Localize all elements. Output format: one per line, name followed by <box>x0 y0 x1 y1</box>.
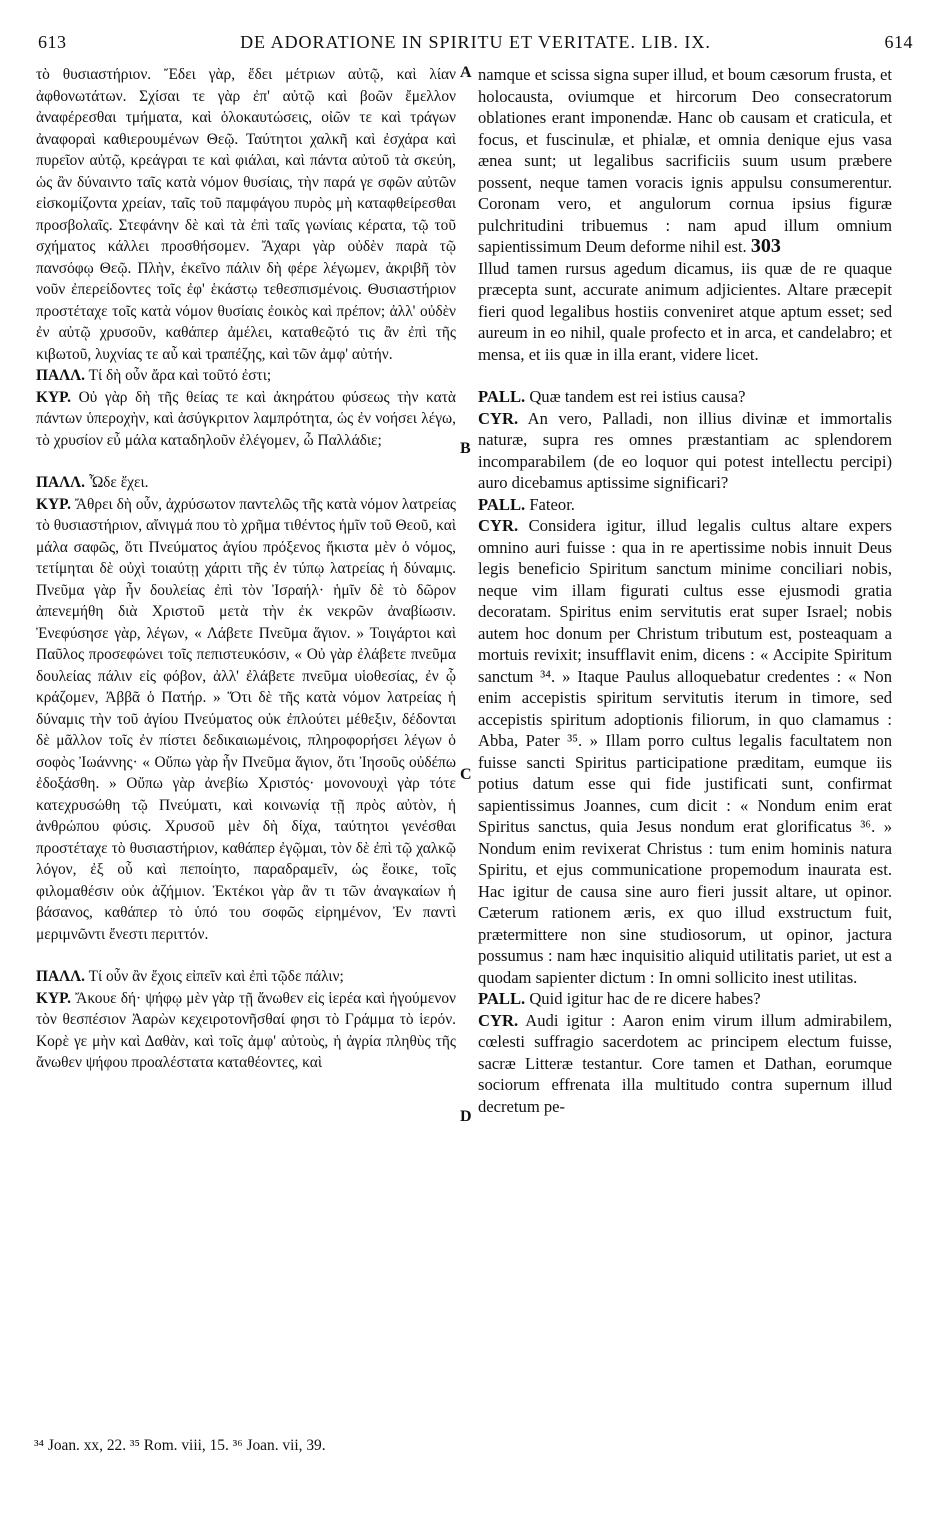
speaker-label: PALL. <box>478 494 526 514</box>
paragraph-text: Audi igitur : Aaron enim virum illum admirabilem, cœlesti suffragio sacerdotem ac principem electum fuisse, sacræ Litteræ testantur. Core tamen et Dathan, eorumque sociorum effrenata illa multitudo contra supernum illud decretum pe- <box>478 1010 893 1116</box>
paragraph-text: Illud tamen rursus agedum dicamus, iis quæ de re quaque præcepta sunt, accurate animum adjicientes. Altare præcepit fieri quod legalibus hostiis conveniret atque aptum esset; sed aureum in eo nihil, quale profecto et in arca, et candelabro; et mensa, et iis quæ in illa erant, videre licet. <box>478 258 892 364</box>
greek-paragraph <box>36 365 456 387</box>
paragraph-text: Τί δὴ οὖν ἄρα καὶ τοῦτό ἐστι; <box>88 367 272 384</box>
paragraph-text: Ἄκουε δή· ψήφῳ μὲν γὰρ τῇ ἄνωθεν εἰς ἱερέα καὶ ἡγούμενον τὸν θεσπέσιον Ἀαρὼν κεχειροτονῆσθαί φησι τὸ Γράμμα τὸ ἱερόν. Κορὲ γε μὴν καὶ Δαθὰν, καὶ τοῖς ἀμφ' αὐτοὺς, ἡ ἀγρία πληθὺς τῆς ἄνωθεν ψήφου προαλέστατα καταθέοντες, καὶ <box>36 989 456 1071</box>
latin-paragraph <box>478 515 892 988</box>
speaker-label: CYR. <box>478 408 519 428</box>
greek-paragraph <box>36 966 456 988</box>
paragraph-text: τὸ θυσιαστήριον. Ἔδει γὰρ, ἔδει μέτριων αὐτῷ, καὶ λίαν ἀφθονωτάτων. Σχίσαι τε γὰρ ἐπ' αὐτῷ καὶ βοῶν ἔμελλον ἀναφέρεσθαι τμήματα, καὶ ὁλοκαυτώσεις, οἰῶν τε καὶ τράγων ἀναφοραὶ καθιερουμένων Θεῷ. Ταύτητοι χαλκῆ καὶ ἐσχάρα καὶ πυρεῖον αὐτῷ, κρεάγραι τε καὶ φιάλαι, καὶ πάντα αὐτοῦ τὰ σκεύη, ὡς ἂν δύναιντο ταῖς κατὰ νόμον θυσίαις, τὴν παρά γε σφῶν αὐτῶν εἰσκομίζοντα χρείαν, ταῖς τοῦ παμφάγου πυρὸς μὴ καταφθείρεσθαι προσβολαῖς. Στεφάνην δὲ καὶ τὰ ἐπὶ ταῖς γωνίαις κέρατα, τῷ τοῦ σχήματος κάλλει προσθήσομεν. Ἄχαρι γὰρ οὐδὲν παρὰ τῷ πανσόφῳ Θεῷ. Πλὴν, ἐκεῖνο πάλιν δὴ φέρε λέγωμεν, ἀκριβῆ τὸν νοῦν ἐπερείδοντες τοῖς ἐφ' ἑκάστῳ τεθεσπισμένοις. Θυσιαστήριον προστέταχε τοῖς κατὰ νόμον θυσίαις ἐοικὸς καὶ πρέπον; ἀλλ' οὐδὲν ἐν αὐτῷ χρυσοῦν, καθάπερ ἀμέλει, καταθεῷτό τις ἂν ἐπὶ τῆς κιβωτοῦ, λυχνίας τε αὖ καὶ τραπέζης, καὶ τῶν ἀμφ' αὐτήν. <box>36 66 456 363</box>
speaker-label: ΠΑΛΛ. <box>36 474 85 491</box>
speaker-label: PALL. <box>478 989 526 1008</box>
margin-letter-b: B <box>460 440 471 457</box>
speaker-label: CYR. <box>478 516 519 535</box>
speaker-label: ΠΑΛΛ. <box>36 367 85 384</box>
paragraph-text: An vero, Palladi, non illius divinæ et immortalis naturæ, supra res omnes præstantiam ac splendorem incomparabilem (de eo loquor qui potest intellectu percipi) auro dicebamus aptissime significari? <box>478 408 892 492</box>
speaker-label: ΚΥΡ. <box>36 989 71 1007</box>
paragraph-text: Considera igitur, illud legalis cultus altare expers omnino auri fuisse : qua in re apertissime nobis innuit Deus legis beneficio Spiritum sanctum minime conciliari nobis, neque vim illam figurati cultus esse ejusmodi gratia decoratam. Spiritus enim servitutis erat super Israel; nobis autem hoc donum per Christum tributum est, posteaquam a mortuis revixit; insufflavit enim, dicens : « Accipite Spiritum sanctum ³⁴. » Itaque Paulus alloquebatur credentes : « Non enim accepistis spiritum servitutis iterum in timore, sed accepistis spiritum adoptionis filiorum, in quo clamamus : Abba, Pater ³⁵. » Illam porro cultus legalis facultatem non fuisse sancti Spiritus participatione præditam, eumque iis potius datum esse qui fide justificati sunt, confirmat sapientissimus Joannes, cum dicit : « Nondum enim erat Spiritus sanctus, quia Jesus nondum erat glorificatus ³⁶. » Nondum enim revixerat Christus : tum enim hominis natura Spiritu, et ejus communicatione propemodum inaurata est. Hac igitur de causa sine auro fieri jussit altare, ut opinor. Cæterum rationem æris, ex quo illud exstructum fuit, prætermittere non sine studiosorum, ut opinor, jactura possumus : nam hæc inquisitio aliquid utilitatis pariet, ut est a quodam sapienter dictum : In omni sollicito inest utilitas. <box>478 516 892 987</box>
latin-paragraph <box>478 64 892 258</box>
paragraph-text: Fateor. <box>529 494 575 514</box>
speaker-label: ΠΑΛΛ. <box>36 968 85 985</box>
paragraph-text: Τί οὖν ἂν ἔχοις εἰπεῖν καὶ ἐπὶ τῷδε πάλιν; <box>88 968 344 985</box>
paragraph-text: Ὧδε ἔχει. <box>88 474 149 491</box>
speaker-label: PALL. <box>478 387 526 406</box>
latin-paragraph <box>478 386 892 408</box>
greek-paragraph <box>36 472 456 494</box>
latin-paragraph <box>478 258 892 366</box>
latin-paragraph <box>478 988 892 1010</box>
page-header <box>38 32 913 56</box>
margin-letter-a: A <box>460 64 472 81</box>
latin-paragraph <box>478 1010 892 1118</box>
greek-paragraph <box>36 64 456 365</box>
paragraph-text: Ἄθρει δὴ οὖν, ἀχρύσωτον παντελῶς τῆς κατὰ νόμον λατρείας τὸ θυσιαστήριον, αἴνιγμά που τὸ χρῆμα τιθέντος ἡμῖν τοῦ Θεοῦ, καὶ μάλα σαφῶς, ὅτι Πνεύματος ἁγίου πρόξενος ἥκιστα μὲν ὁ νόμος, τετίμηται δὲ οὐχὶ τοιαύτῃ χάριτι τῆς ἐν τύπῳ λατρείας ἡ δύναμις. Πνεῦμα γὰρ ἦν δουλείας ἐπὶ τὸν Ἰσραήλ· ἡμῖν δὲ τὸ δῶρον ἀπενεμήθη διὰ Χριστοῦ μετὰ τὴν ἐκ νεκρῶν ἀναβίωσιν. Ἐνεφύσησε γὰρ, λέγων, « Λάβετε Πνεῦμα ἅγιον. » Τοιγάρτοι καὶ Παῦλος προσεφώνει τοῖς πεπιστευκόσιν, « Οὐ γὰρ ἐλάβετε πνεῦμα δουλείας πάλιν εἰς φόβον, ἀλλ' ἐλάβετε πνεῦμα υἱοθεσίας, ἐν ᾧ κράζομεν, Ἀββᾶ ὁ Πατήρ. » Ὅτι δὲ τῆς κατὰ νόμον λατρείας ἡ δύναμις τὴν τοῦ ἁγίου Πνεύματος οὐκ ἐπλούτει μέθεξιν, δέδονται δὲ μᾶλλον τοῖς ἐν πίστει δεδικαιωμένοις, πληροφορήσει λέγων ὁ σοφὸς Ἰωάννης· « Οὔπω γὰρ ἦν Πνεῦμα ἅγιον, ὅτι Ἰησοῦς οὐδέπω ἐδοξάσθη. » Οὔπω γὰρ ἀνεβίω Χριστός· μονονουχὶ γὰρ τότε κατεχρυσώθη τῷ Πνεύματι, καὶ κοινωνίᾳ τῇ πρὸς αὐτὸν, ἡ ἀνθρώπου φύσις. Χρυσοῦ μὲν δὴ δίχα, ταύτητοι γενέσθαι προστέταχε τὸ θυσιαστήριον, καθάπερ ἐγῷμαι, τὸν δὲ ἐπὶ τῷ χαλκῷ λόγον, ἐξ οὗ καὶ πεποίητο, παραδραμεῖν, ὡς ἔοικε, τοῖς φιλομαθέσιν οὐκ ἀζήμιον. Ἐκτέκοι γὰρ ἂν τι τῶν ἀναγκαίων ἡ βάσανος, καθάπερ τὸ ὑπό του σοφῶς εἰρημένον, Ἐν παντὶ μεριμνῶντι ἔνεστι περιττόν. <box>36 495 456 943</box>
paragraph-text: Οὐ γὰρ δὴ τῆς θείας τε καὶ ἀκηράτου φύσεως τὴν κατὰ πάντων ὑπεροχὴν, καὶ ἀσύγκριτον λαμπρότητα, ὡς ἐν νοήσει λέγω, τὸ χρυσίον εὖ μάλα καταδηλοῦν ἐλέγομεν, ὦ Παλλάδιε; <box>36 388 456 449</box>
footnotes: ³⁴ Joan. xx, 22. ³⁵ Rom. viii, 15. ³⁶ Joan. vii, 39. <box>34 1437 326 1454</box>
running-title: DE ADORATIONE IN SPIRITU ET VERITATE. LIB. IX. <box>240 32 711 52</box>
column-number: 303 <box>750 235 781 257</box>
margin-letter-c: C <box>460 766 472 783</box>
speaker-label: ΚΥΡ. <box>36 495 71 513</box>
greek-paragraph <box>36 494 456 946</box>
greek-paragraph <box>36 988 456 1074</box>
paragraph-text: Quid igitur hac de re dicere habes? <box>529 989 761 1008</box>
greek-paragraph <box>36 387 456 452</box>
latin-paragraph <box>478 408 892 494</box>
speaker-label: CYR. <box>478 1010 519 1030</box>
paragraph-text: Quæ tandem est rei istius causa? <box>529 387 746 406</box>
latin-column <box>478 64 892 1117</box>
paragraph-text: namque et scissa signa super illud, et boum cæsorum frusta, et holocausta, oviumque et hircorum Deo consecratorum oblationes erant imponendæ. Hanc ob causam et craticula, et focus, et fuscinulæ, et phialæ, et omnia denique ejus vasa ænea sunt; ut legalibus sacrificiis suum usum præbere possent, neque tamen voracis ignis appulsu consumerentur. Coronam vero, et angulorum cornua ipsius figuræ pulchritudini tribuemus : nam apud illum omnium sapientissimum Deum deforme nihil est. <box>478 65 892 256</box>
page-number-left: 613 <box>38 32 67 52</box>
latin-paragraph <box>478 494 892 516</box>
speaker-label: ΚΥΡ. <box>36 388 71 406</box>
margin-letter-d: D <box>460 1108 472 1125</box>
greek-column <box>36 64 456 1074</box>
page-number-right: 614 <box>884 32 913 52</box>
